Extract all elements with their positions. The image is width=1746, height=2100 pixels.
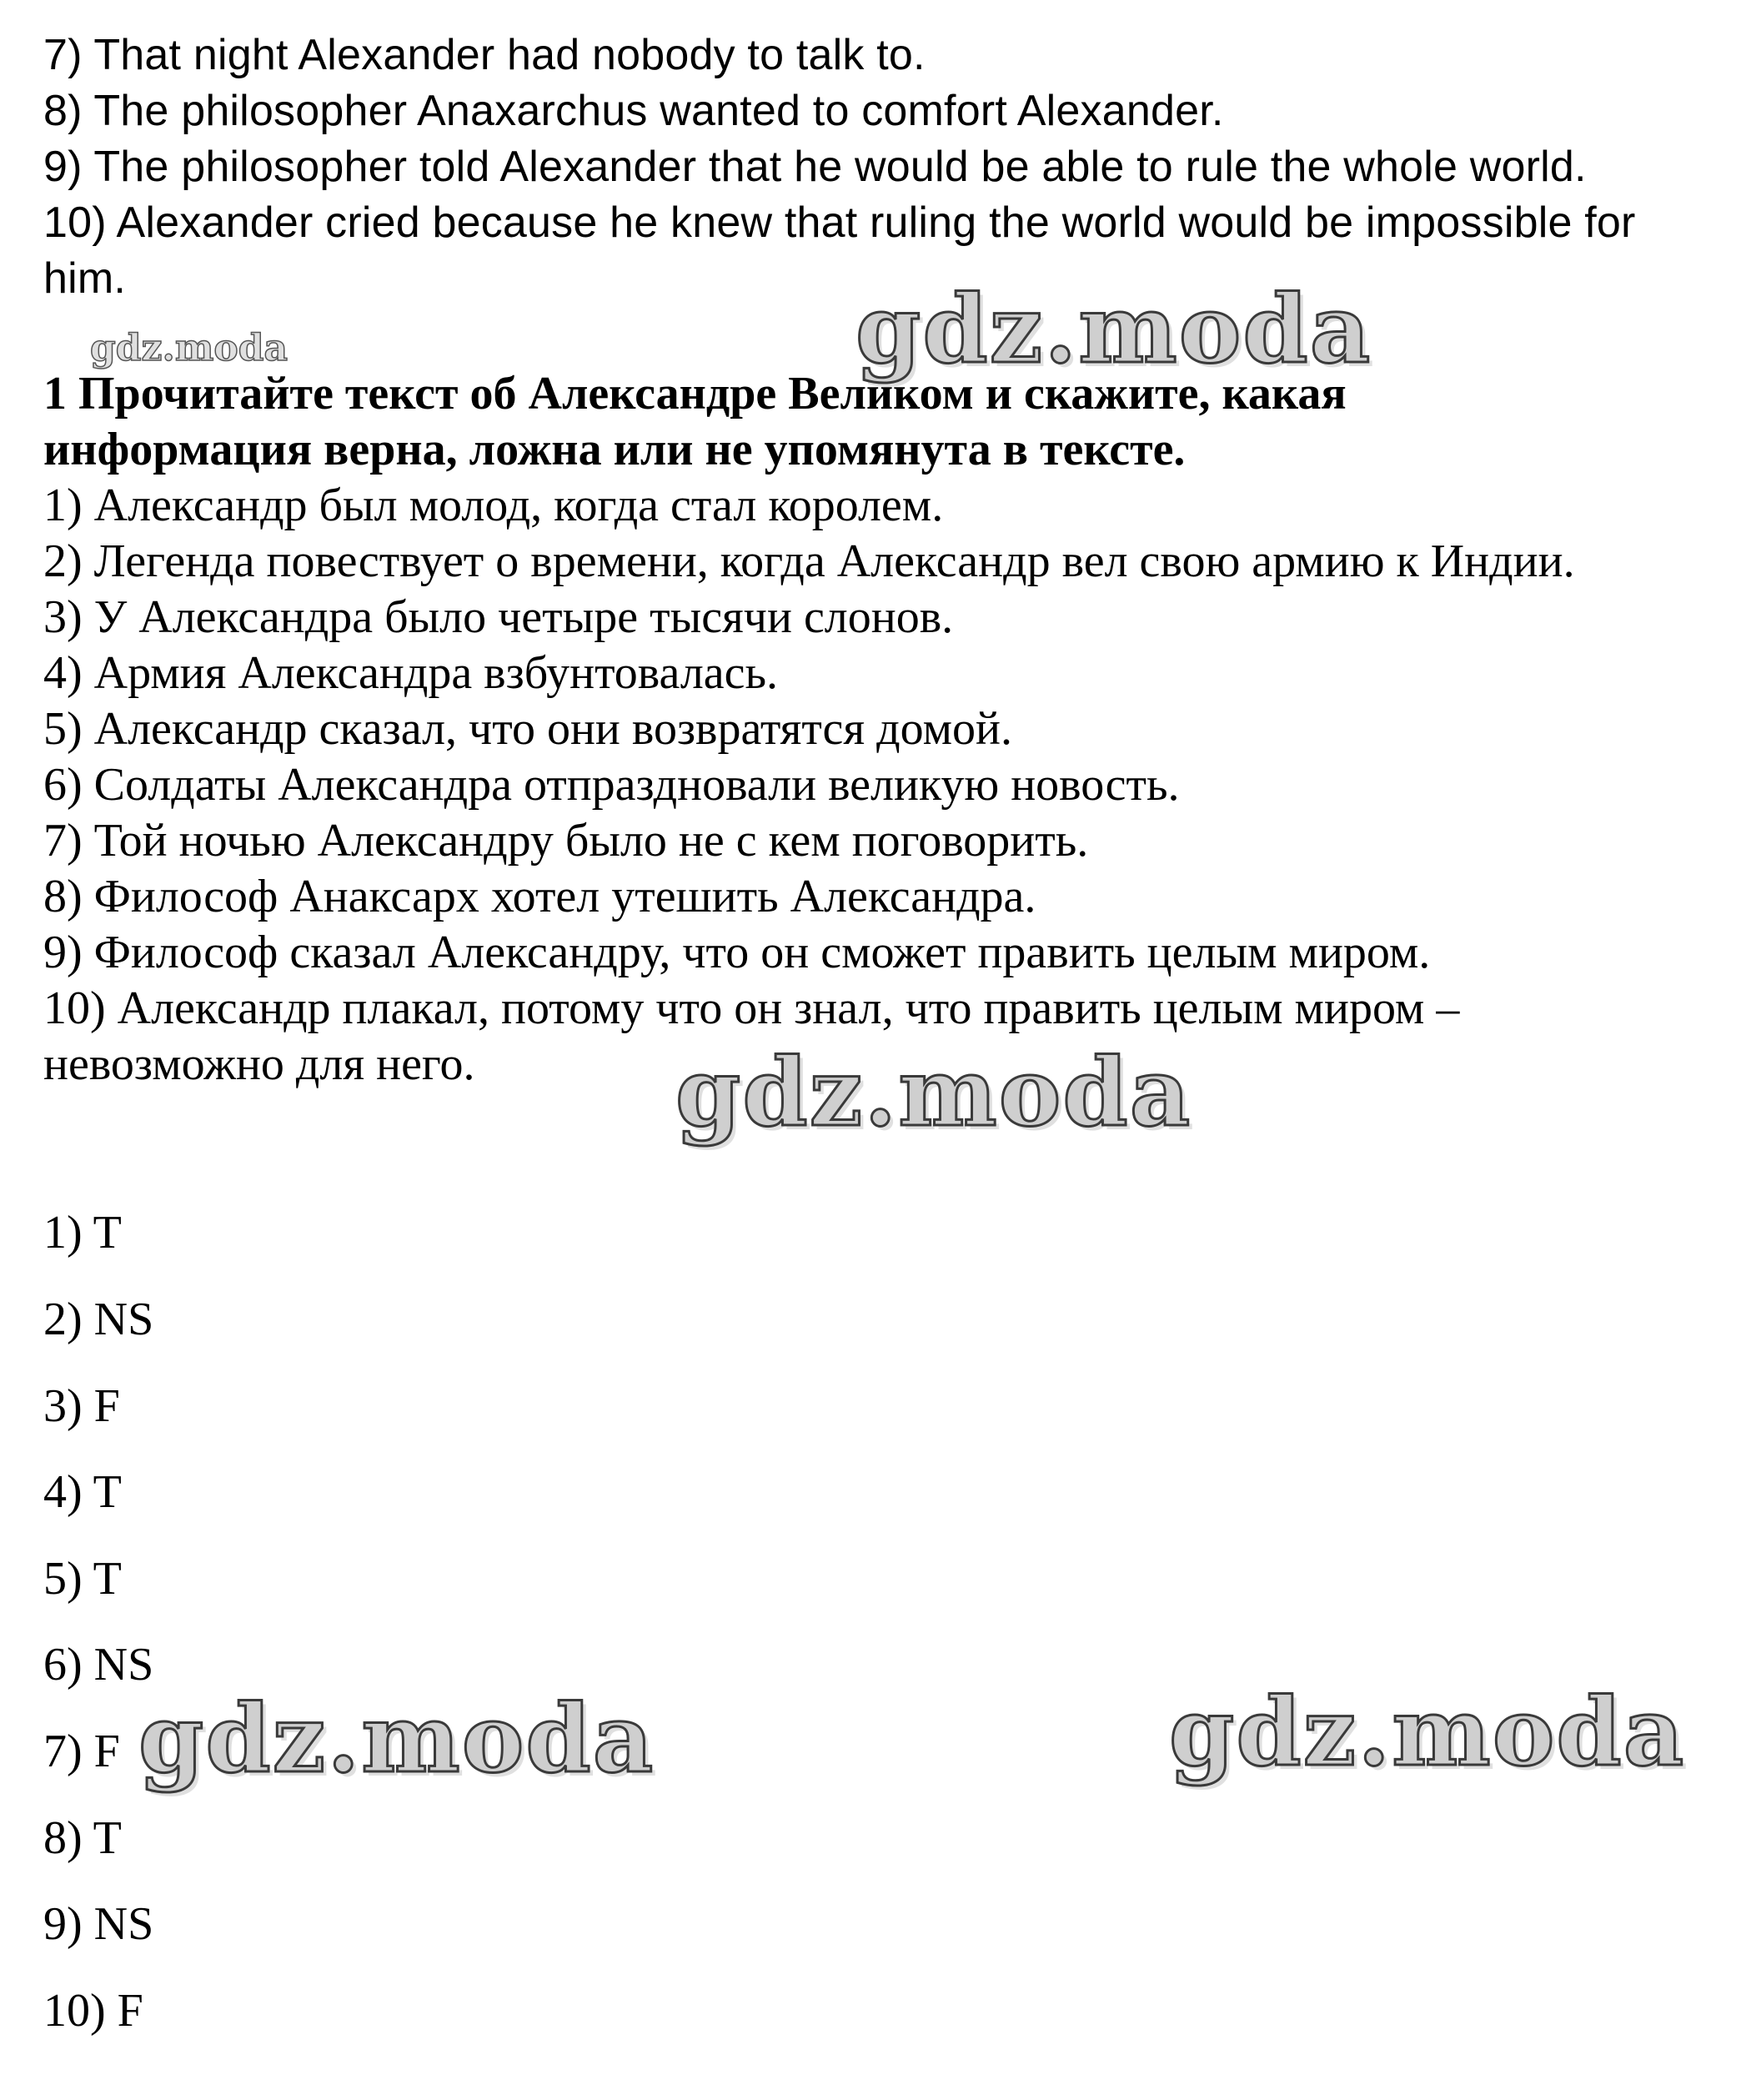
task-statement-6: 6) Солдаты Александра отпраздновали великую новость.	[43, 759, 1180, 811]
task-statement-4: 4) Армия Александра взбунтовалась.	[43, 647, 779, 699]
answer-3: 3) F	[43, 1380, 120, 1432]
task-statement-1: 1) Александр был молод, когда стал королем.	[43, 480, 944, 531]
task-statement-3: 3) У Александра было четыре тысячи слонов.	[43, 591, 954, 643]
english-statement-8: 8) The philosopher Anaxarchus wanted to comfort Alexander.	[43, 87, 1224, 135]
answer-10: 10) F	[43, 1985, 143, 2037]
task-statement-7: 7) Той ночью Александру было не с кем поговорить.	[43, 815, 1089, 867]
answer-9: 9) NS	[43, 1898, 154, 1950]
watermark-bottom-left: gdz.moda	[138, 1685, 655, 1794]
answer-1: 1) T	[43, 1207, 122, 1258]
answer-8: 8) T	[43, 1812, 122, 1864]
task-heading-line1: 1 Прочитайте текст об Александре Великом и скажите, какая	[43, 368, 1347, 419]
answer-6: 6) NS	[43, 1639, 154, 1691]
watermark-top: gdz.moda	[855, 275, 1372, 384]
answer-5: 5) T	[43, 1553, 122, 1605]
answer-2: 2) NS	[43, 1294, 154, 1345]
english-statement-9: 9) The philosopher told Alexander that he would be able to rule the whole world.	[43, 143, 1587, 191]
watermark-bottom-right: gdz.moda	[1169, 1678, 1686, 1787]
watermark-small: gdz.moda	[90, 327, 288, 369]
task-statement-5: 5) Александр сказал, что они возвратятся домой.	[43, 703, 1012, 755]
english-statement-10: 10) Alexander cried because he knew that ruling the world would be impossible for	[43, 198, 1636, 247]
task-statement-8: 8) Философ Анаксарх хотел утешить Александра.	[43, 871, 1036, 922]
task-statement-10: 10) Александр плакал, потому что он знал, что править целым миром –	[43, 982, 1460, 1034]
task-statement-10-continuation: невозможно для него.	[43, 1038, 475, 1090]
watermark-middle: gdz.moda	[675, 1038, 1192, 1148]
answer-4: 4) T	[43, 1466, 122, 1518]
task-heading-line2: информация верна, ложна или не упомянута в тексте.	[43, 424, 1186, 475]
english-statement-10-continuation: him.	[43, 254, 127, 303]
task-statement-9: 9) Философ сказал Александру, что он сможет править целым миром.	[43, 927, 1431, 978]
answer-7: 7) F	[43, 1726, 120, 1777]
task-statement-2: 2) Легенда повествует о времени, когда Александр вел свою армию к Индии.	[43, 535, 1575, 587]
english-statement-7: 7) That night Alexander had nobody to talk to.	[43, 31, 926, 79]
